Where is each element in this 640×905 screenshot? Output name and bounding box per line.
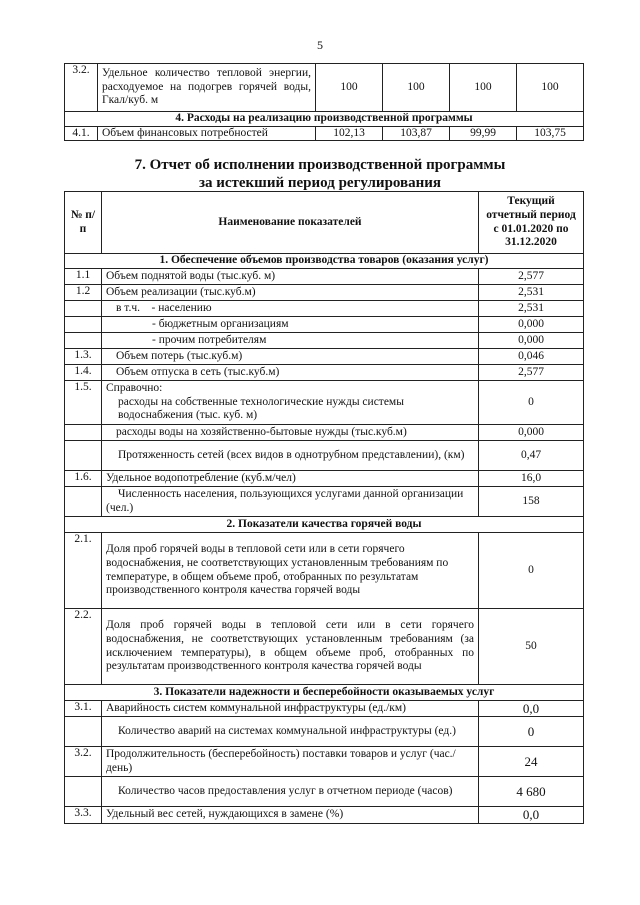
- table-row: [65, 533, 584, 609]
- row-number: 3.1.: [65, 701, 102, 717]
- row-value: 100: [383, 64, 450, 112]
- header-num: № п/п: [65, 192, 102, 254]
- row-number: 1.1: [65, 269, 102, 285]
- header-name: Наименование показателей: [102, 192, 479, 254]
- row-number: 2.1.: [65, 533, 102, 609]
- table-row: [65, 317, 584, 333]
- table-row: [65, 285, 584, 301]
- section-title: 3. Показатели надежности и бесперебойности оказываемых услуг: [65, 685, 584, 701]
- row-name: Объем реализации (тыс.куб.м): [102, 285, 479, 301]
- table-row: [65, 126, 584, 141]
- row-value: 0: [479, 717, 584, 747]
- section-title: 1. Обеспечение объемов производства товаров (оказания услуг): [65, 254, 584, 269]
- row-value: 50: [479, 609, 584, 685]
- row-value: 100: [316, 64, 383, 112]
- table-row: [65, 701, 584, 717]
- report-title: [0, 156, 640, 192]
- row-name: Доля проб горячей воды в тепловой сети или в сети горячего водоснабжения, не соответствующих установленным требованиям (за исключением температуры), в общем объеме проб, отобранных по результатам производственного контроля качества горячей воды: [102, 609, 479, 685]
- section-row: [65, 517, 584, 533]
- row-number: 1.2: [65, 285, 102, 301]
- row-number: 2.2.: [65, 609, 102, 685]
- row-name: Объем поднятой воды (тыс.куб. м): [102, 269, 479, 285]
- section-row: [65, 685, 584, 701]
- row-value: 24: [479, 747, 584, 777]
- table-row: [65, 349, 584, 365]
- row-value: 2,577: [479, 365, 584, 381]
- row-heading: Справочно:: [106, 382, 163, 395]
- row-value: 0,000: [479, 333, 584, 349]
- row-value: 0: [479, 381, 584, 425]
- table-row: [65, 471, 584, 487]
- row-value: 2,531: [479, 285, 584, 301]
- row-name: Объем финансовых потребностей: [98, 126, 316, 141]
- table-row: [65, 487, 584, 517]
- row-value: 0,0: [479, 701, 584, 717]
- row-number: 3.3.: [65, 807, 102, 823]
- row-value: 0,046: [479, 349, 584, 365]
- row-name: Доля проб горячей воды в тепловой сети или в сети горячего водоснабжения, не соответствующих установленным требованиям по температуре, в общем объеме проб, отобранных по результатам производственного контроля качества горячей воды: [102, 533, 479, 609]
- row-number: 1.3.: [65, 349, 102, 365]
- row-name: Удельное водопотребление (куб.м/чел): [102, 471, 479, 487]
- row-value: 103,87: [383, 126, 450, 141]
- table-row: [65, 301, 584, 317]
- row-name: Количество аварий на системах коммунальной инфраструктуры (ед.): [102, 717, 479, 747]
- row-value: 16,0: [479, 471, 584, 487]
- row-name: [102, 381, 479, 425]
- row-value: 158: [479, 487, 584, 517]
- row-name: Протяженность сетей (всех видов в однотрубном представлении), (км): [102, 441, 479, 471]
- row-value: 99,99: [450, 126, 517, 141]
- table-row: [65, 747, 584, 777]
- row-name: - прочим потребителям: [102, 333, 479, 349]
- table-row: [65, 333, 584, 349]
- row-number: 1.4.: [65, 365, 102, 381]
- row-name: Удельный вес сетей, нуждающихся в замене (%): [102, 807, 479, 823]
- table-row: [65, 425, 584, 441]
- table-row: [65, 807, 584, 823]
- report-title-line2: за истекший период регулирования: [198, 175, 442, 191]
- row-name: в т.ч. - населению: [102, 301, 479, 317]
- table-row: [65, 64, 584, 112]
- row-value: 103,75: [517, 126, 584, 141]
- row-subtext: расходы на собственные технологические нужды системы водоснабжения (тыс. куб. м): [118, 395, 404, 422]
- row-name: Продолжительность (бесперебойность) поставки товаров и услуг (час./день): [102, 747, 479, 777]
- table-row: [65, 381, 584, 425]
- report-table: [64, 191, 584, 824]
- table-row: [65, 365, 584, 381]
- header-period: Текущий отчетный период с 01.01.2020 по 31.12.2020: [479, 192, 584, 254]
- row-value: 0,000: [479, 317, 584, 333]
- row-name: Объем потерь (тыс.куб.м): [102, 349, 479, 365]
- report-title-line1: 7. Отчет об исполнении производственной программы: [134, 157, 506, 173]
- table-row: [65, 609, 584, 685]
- row-name: Аварийность систем коммунальной инфраструктуры (ед./км): [102, 701, 479, 717]
- row-name: Объем отпуска в сеть (тыс.куб.м): [102, 365, 479, 381]
- row-value: 0,0: [479, 807, 584, 823]
- row-name: Удельное количество тепловой энергии, расходуемое на подогрев горячей воды, Гкал/куб. м: [98, 64, 316, 112]
- row-value: 0,000: [479, 425, 584, 441]
- table-row: [65, 777, 584, 807]
- row-number: 4.1.: [65, 126, 98, 141]
- row-number: 3.2.: [65, 747, 102, 777]
- row-value: 4 680: [479, 777, 584, 807]
- row-value: 0: [479, 533, 584, 609]
- row-number: 1.5.: [65, 381, 102, 425]
- table-row: [65, 269, 584, 285]
- production-program-table: [64, 63, 584, 141]
- section-row: [65, 254, 584, 269]
- page-number: 5: [317, 38, 323, 52]
- row-name: - бюджетным организациям: [102, 317, 479, 333]
- section-title: 4. Расходы на реализацию производственной программы: [65, 112, 584, 127]
- row-number: 1.6.: [65, 471, 102, 487]
- table-row: [65, 441, 584, 471]
- row-value: 100: [517, 64, 584, 112]
- section-row: [65, 112, 584, 127]
- row-value: 2,577: [479, 269, 584, 285]
- section-title: 2. Показатели качества горячей воды: [65, 517, 584, 533]
- row-name: Численность населения, пользующихся услугами данной организации (чел.): [102, 487, 479, 517]
- row-name: расходы воды на хозяйственно-бытовые нужды (тыс.куб.м): [102, 425, 479, 441]
- row-value: 102,13: [316, 126, 383, 141]
- row-name: Количество часов предоставления услуг в отчетном периоде (часов): [102, 777, 479, 807]
- row-value: 0,47: [479, 441, 584, 471]
- row-value: 2,531: [479, 301, 584, 317]
- row-number: 3.2.: [65, 64, 98, 112]
- row-value: 100: [450, 64, 517, 112]
- table-row: [65, 717, 584, 747]
- header-row: [65, 192, 584, 254]
